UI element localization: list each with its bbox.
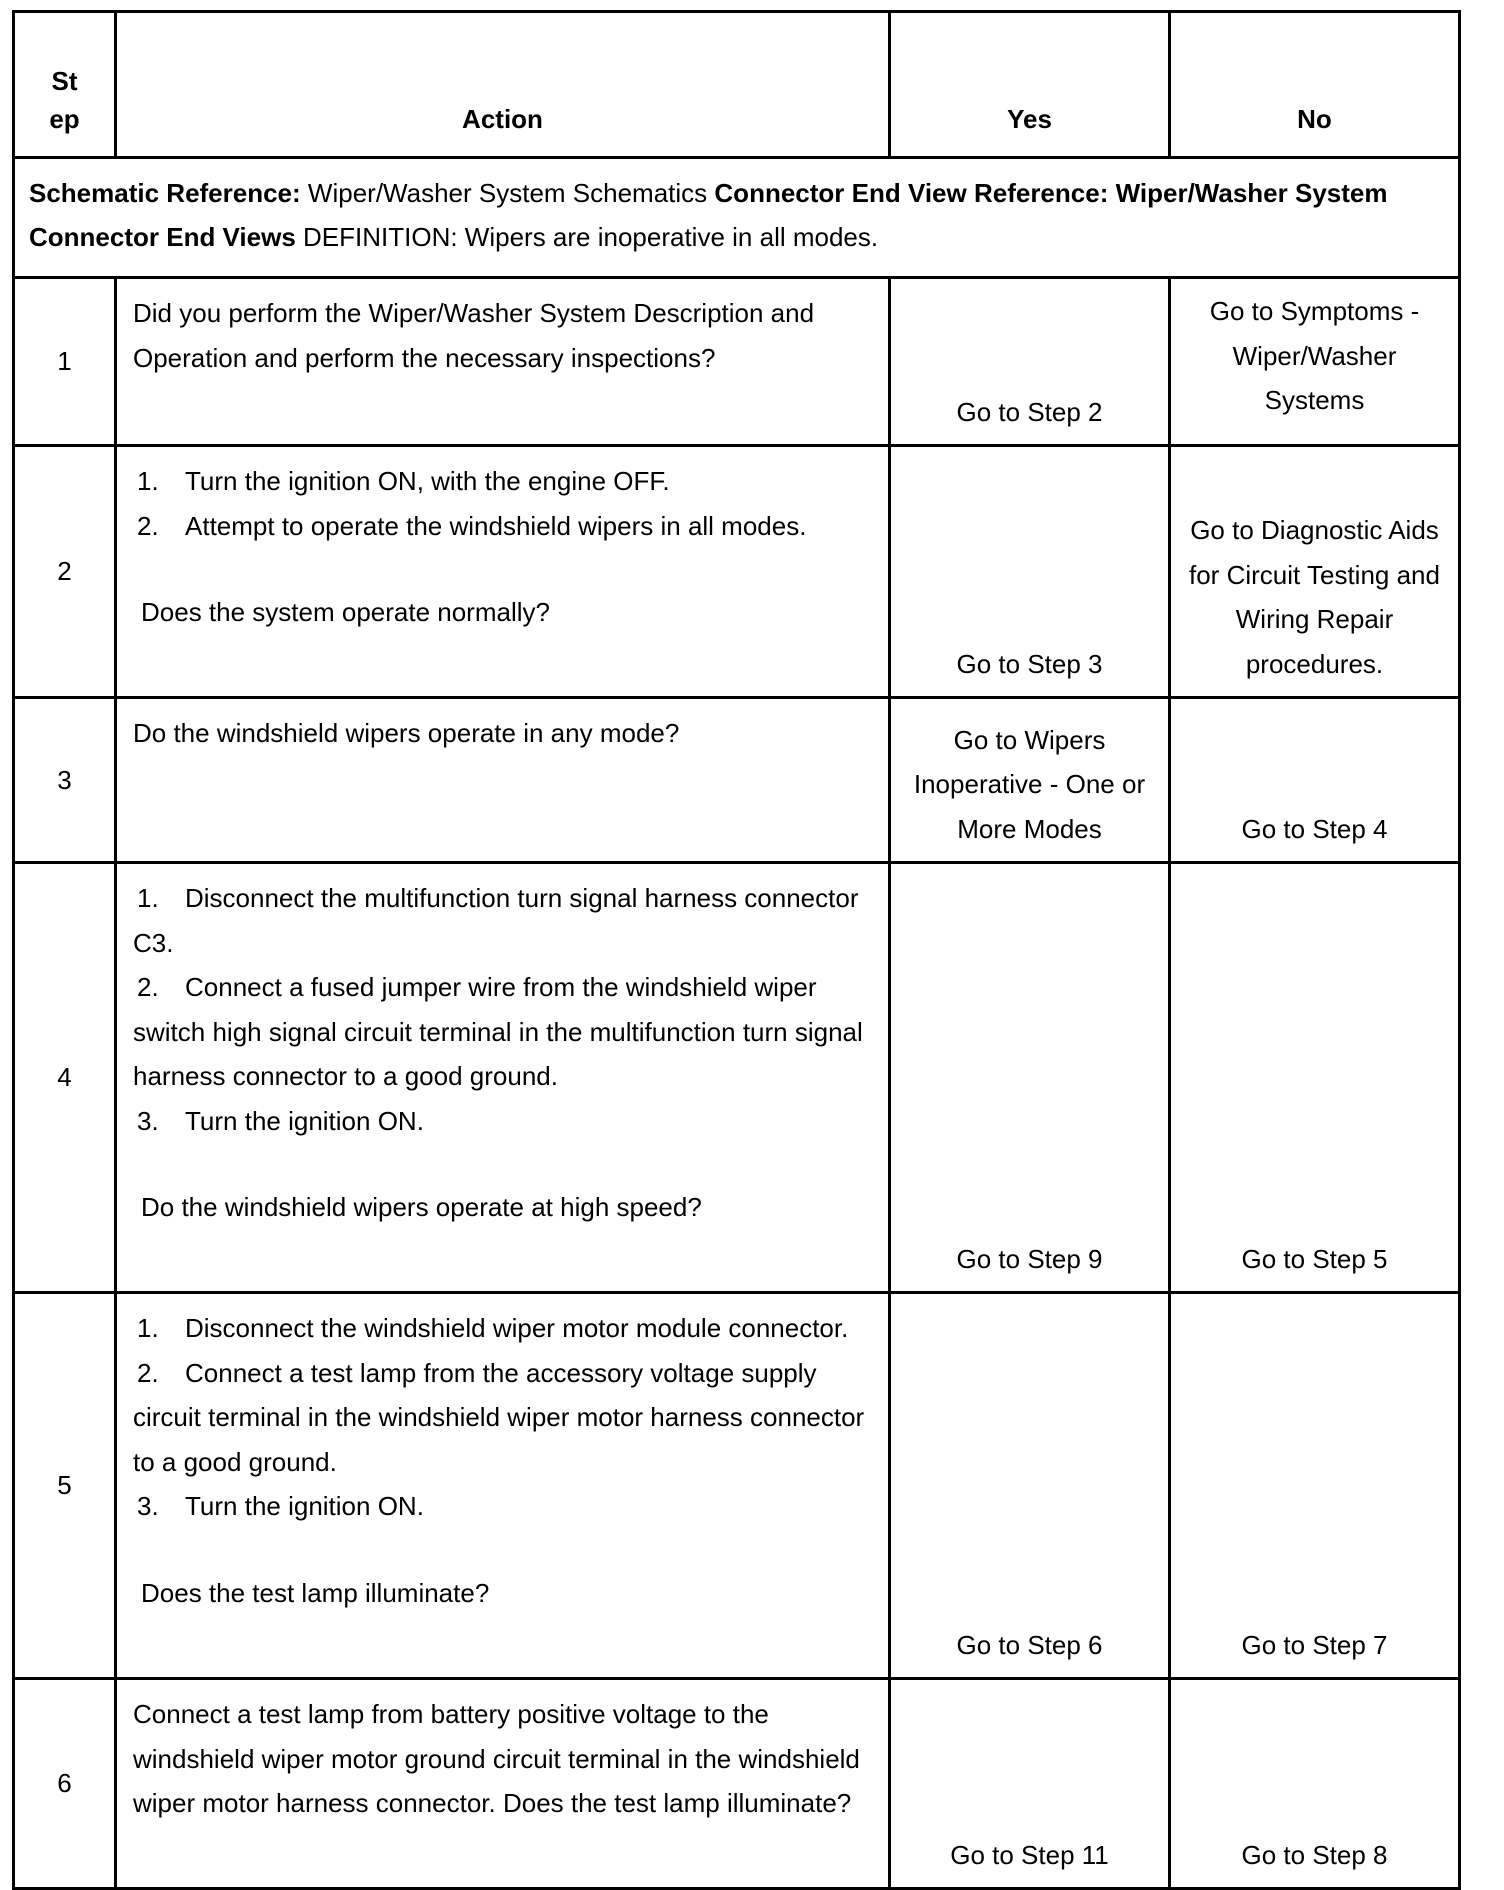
step-action: Did you perform the Wiper/Washer System Description and Operation and perform the necessary inspections? — [116, 278, 890, 446]
no-link[interactable]: Go to Step 4 — [1170, 698, 1460, 863]
schematic-link[interactable]: Wiper/Washer System Schematics — [307, 178, 708, 208]
yes-link[interactable]: Go to Step 11 — [890, 1679, 1170, 1889]
step-question: Does the test lamp illuminate? — [141, 1577, 490, 1608]
step-number: 5 — [14, 1293, 116, 1679]
reference-row — [14, 158, 1460, 278]
step-action — [116, 446, 890, 698]
action-item: 1. Disconnect the windshield wiper motor module connector. — [137, 1313, 849, 1343]
step-number: 3 — [14, 698, 116, 863]
action-item: 1. Turn the ignition ON, with the engine OFF. — [137, 466, 670, 496]
step-number: 2 — [14, 446, 116, 698]
connector-label[interactable]: Connector End View Reference: Wiper/Washer System Connector End Views — [29, 178, 1388, 252]
action-item: 3. Turn the ignition ON. — [137, 1491, 424, 1521]
action-item: 3. Turn the ignition ON. — [137, 1105, 424, 1136]
step-action: Connect a test lamp from battery positive voltage to the windshield wiper motor ground circuit terminal in the windshield wiper motor harness connector. Does the test lamp illuminate? — [116, 1679, 890, 1889]
diagnostic-table — [12, 10, 1461, 1890]
step-question: Does the system operate normally? — [141, 597, 550, 627]
reference-cell — [14, 158, 1460, 278]
action-item: 1. Disconnect the multifunction turn signal harness connector C3. — [133, 883, 859, 958]
no-link[interactable]: Go to Diagnostic Aids for Circuit Testing and Wiring Repair procedures. — [1170, 446, 1460, 698]
yes-link[interactable]: Go to Step 9 — [890, 863, 1170, 1293]
step-number: 6 — [14, 1679, 116, 1889]
yes-link[interactable]: Go to Step 6 — [890, 1293, 1170, 1679]
header-no: No — [1170, 12, 1460, 158]
step-action — [116, 1293, 890, 1679]
step-number: 4 — [14, 863, 116, 1293]
definition-text: DEFINITION: Wipers are inoperative in all modes. — [303, 222, 879, 252]
step-row-2 — [14, 446, 1460, 698]
schematic-label: Schematic Reference: — [29, 178, 301, 208]
step-action: Do the windshield wipers operate in any mode? — [116, 698, 890, 863]
action-item: 2. Connect a test lamp from the accessory voltage supply circuit terminal in the windshield wiper motor harness connector to a good ground. — [133, 1357, 865, 1477]
step-number: 1 — [14, 278, 116, 446]
step-action — [116, 863, 890, 1293]
header-step: St ep — [14, 12, 116, 158]
action-item: 2. Attempt to operate the windshield wipers in all modes. — [137, 510, 807, 541]
step-row-3 — [14, 698, 1460, 863]
action-item: 2. Connect a fused jumper wire from the windshield wiper switch high signal circuit terminal in the multifunction turn signal harness connector to a good ground. — [133, 972, 863, 1091]
header-row — [14, 12, 1460, 158]
step-row-1 — [14, 278, 1460, 446]
no-link[interactable]: Go to Symptoms - Wiper/Washer Systems — [1170, 278, 1460, 446]
no-link[interactable]: Go to Step 8 — [1170, 1679, 1460, 1889]
no-link[interactable]: Go to Step 5 — [1170, 863, 1460, 1293]
header-yes: Yes — [890, 12, 1170, 158]
yes-link[interactable]: Go to Step 2 — [890, 278, 1170, 446]
yes-link[interactable]: Go to Wipers Inoperative - One or More Modes — [890, 698, 1170, 863]
step-row-6 — [14, 1679, 1460, 1889]
step-question: Do the windshield wipers operate at high speed? — [141, 1192, 702, 1222]
yes-link[interactable]: Go to Step 3 — [890, 446, 1170, 698]
step-row-5 — [14, 1293, 1460, 1679]
header-action: Action — [116, 12, 890, 158]
no-link[interactable]: Go to Step 7 — [1170, 1293, 1460, 1679]
step-row-4 — [14, 863, 1460, 1293]
